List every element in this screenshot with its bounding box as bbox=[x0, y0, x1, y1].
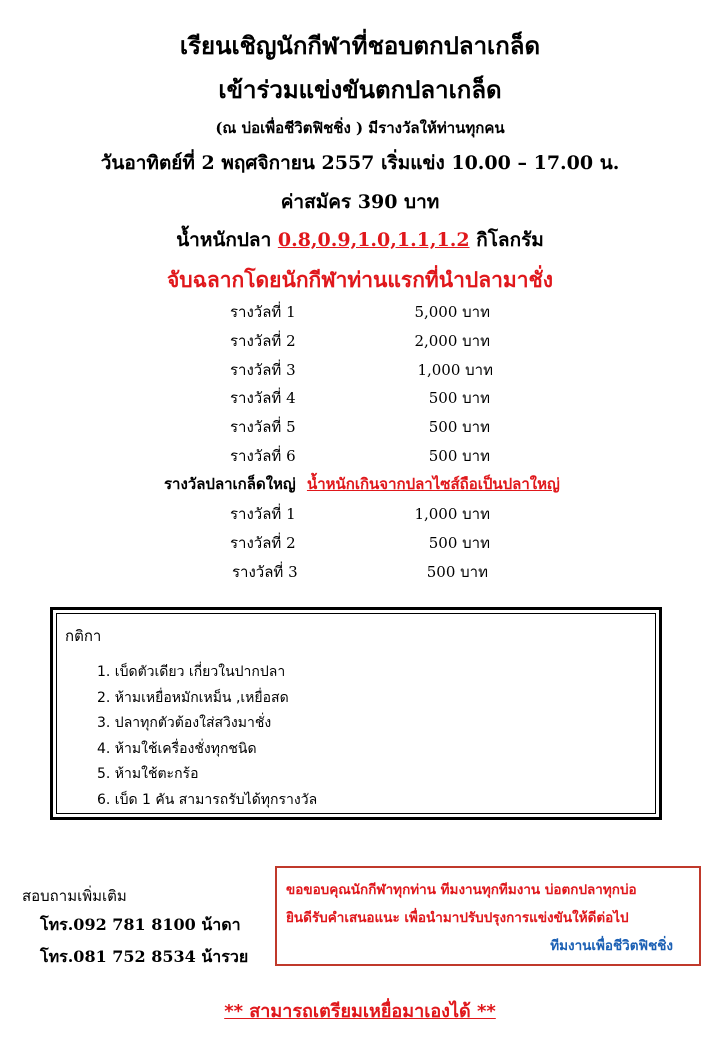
thanks-box bbox=[275, 866, 701, 966]
rule-item: 6. เบ็ด 1 คัน สามารถรับได้ทุกรางวัล bbox=[97, 791, 318, 808]
title-line-2: เข้าร่วมแข่งขันตกปลาเกล็ด bbox=[218, 75, 502, 104]
thanks-line-2: ยินดีรับคำเสนอแนะ เพื่อนำมาปรับปรุงการแข่งขันให้ดีต่อไป bbox=[286, 910, 629, 926]
rule-item: 2. ห้ามเหยื่อหมักเหม็น ,เหยื่อสด bbox=[97, 689, 289, 706]
contact-phone-1: โทร.092 781 8100 น้าดา bbox=[40, 915, 241, 934]
prize-label: รางวัลที่ 2 bbox=[230, 332, 296, 350]
prize-amount: 500 บาท bbox=[428, 534, 490, 552]
rule-item: 3. ปลาทุกตัวต้องใส่สวิงมาชั่ง bbox=[97, 715, 272, 731]
big-fish-line bbox=[164, 472, 560, 496]
contact-heading: สอบถามเพิ่มเติม bbox=[22, 887, 127, 905]
footer-note: ** สามารถเตรียมเหยื่อมาเองได้ ** bbox=[224, 1001, 496, 1022]
rule-item: 5. ห้ามใช้ตะกร้อ bbox=[97, 766, 199, 782]
date-line: วันอาทิตย์ที่ 2 พฤศจิกายน 2557 เริ่มแข่ง 10.00 – 17.00 น. bbox=[100, 152, 620, 174]
rule-item: 1. เบ็ดตัวเดียว เกี่ยวในปากปลา bbox=[97, 664, 286, 680]
rules-box bbox=[50, 607, 662, 820]
weight-prefix: น้ำหนักปลา bbox=[176, 229, 278, 251]
weight-line bbox=[0, 225, 720, 255]
prize-amount: 1,000 บาท bbox=[417, 361, 493, 379]
prize-label: รางวัลที่ 6 bbox=[230, 447, 296, 465]
prize-amount: 2,000 บาท bbox=[414, 332, 490, 350]
prize-amount: 5,000 บาท bbox=[414, 303, 490, 321]
subtitle: (ณ บ่อเพื่อชีวิตฟิชชิ่ง ) มีรางวัลให้ท่านทุกคน bbox=[215, 119, 505, 137]
prize-amount: 500 บาท bbox=[428, 447, 490, 465]
prize-label: รางวัลที่ 1 bbox=[230, 505, 296, 523]
prize-amount: 500 บาท bbox=[428, 418, 490, 436]
weight-suffix: กิโลกรัม bbox=[469, 229, 544, 251]
prize-label: รางวัลที่ 3 bbox=[230, 361, 296, 379]
draw-line: จับฉลากโดยนักกีฬาท่านแรกที่นำปลามาชั่ง bbox=[166, 267, 554, 292]
title-line-1: เรียนเชิญนักกีฬาที่ชอบตกปลาเกล็ด bbox=[179, 31, 541, 60]
rule-item: 4. ห้ามใช้เครื่องชั่งทุกชนิด bbox=[97, 740, 257, 757]
prize-label: รางวัลที่ 2 bbox=[230, 534, 296, 552]
prize-amount: 500 บาท bbox=[428, 389, 490, 407]
prize-label: รางวัลที่ 1 bbox=[230, 303, 296, 321]
big-fish-label: รางวัลปลาเกล็ดใหญ่ bbox=[164, 475, 296, 493]
prize-label: รางวัลที่ 4 bbox=[230, 389, 296, 407]
prize-amount: 500 บาท bbox=[426, 563, 488, 581]
prize-amount: 1,000 บาท bbox=[414, 505, 490, 523]
rules-list bbox=[97, 660, 317, 813]
thanks-signature: ทีมงานเพื่อชีวิตฟิชชิ่ง bbox=[550, 938, 673, 954]
rules-title: กติกา bbox=[65, 627, 102, 645]
thanks-line-1: ขอขอบคุณนักกีฬาทุกท่าน ทีมงานทุกทีมงาน บ่อตกปลาทุกบ่อ bbox=[286, 882, 637, 898]
big-fish-note: น้ำหนักเกินจากปลาไซส์ถือเป็นปลาใหญ่ bbox=[306, 475, 560, 493]
contact-phone-2: โทร.081 752 8534 น้ารวย bbox=[40, 947, 249, 966]
fee-line: ค่าสมัคร 390 บาท bbox=[280, 191, 440, 213]
weight-values: 0.8,0.9,1.0,1.1,1.2 bbox=[277, 229, 470, 251]
prize-label: รางวัลที่ 5 bbox=[230, 418, 296, 436]
prize-label: รางวัลที่ 3 bbox=[232, 563, 298, 581]
